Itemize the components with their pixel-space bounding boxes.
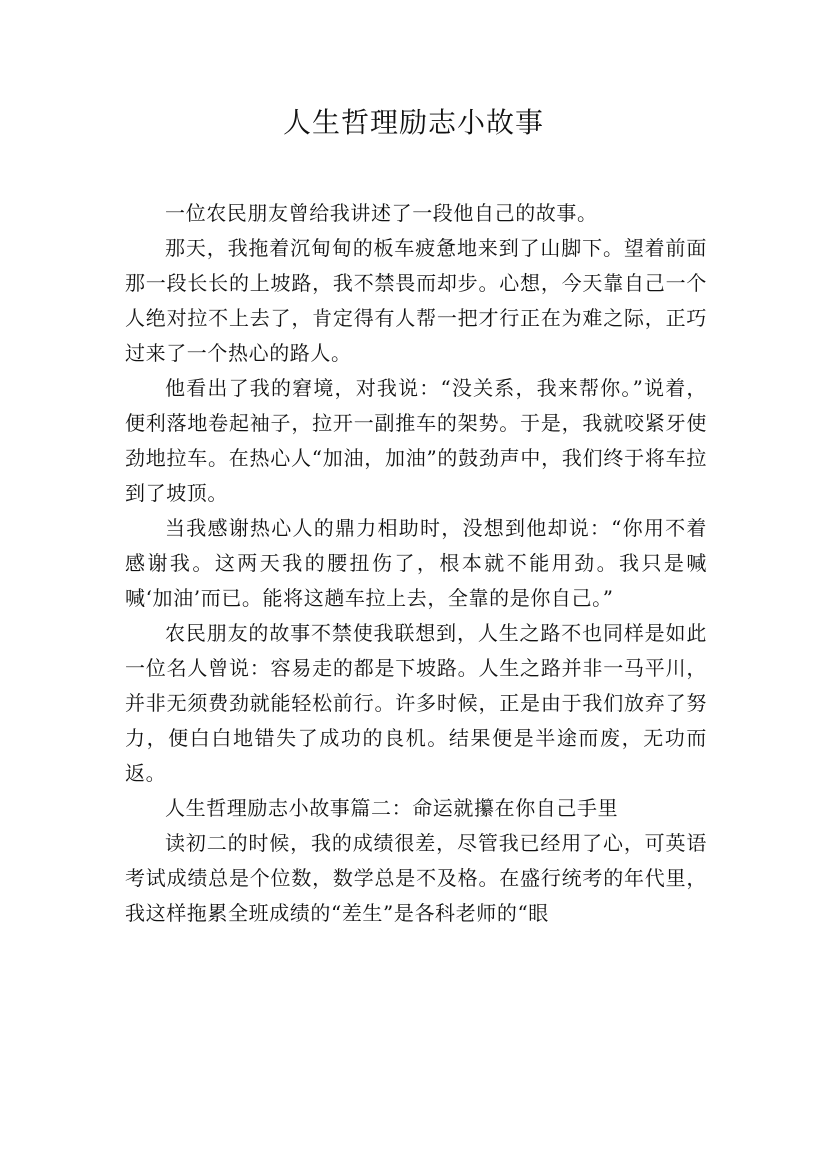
paragraph: 一位农民朋友曾给我讲述了一段他自己的故事。 [165,201,598,225]
paragraph: 农民朋友的故事不禁使我联想到，人生之路不也同样是如此一位名人曾说：容易走的都是下坡路。人生之路并非一马平川，并非无须费劲就能轻松前行。许多时候，正是由于我们放弃了努力，便白白地错失了成功的良机。结果便是半途而废，无功而返。 [125,621,707,785]
section-heading: 人生哲理励志小故事篇二：命运就攥在你自己手里 [165,796,619,820]
document-title: 人生哲理励志小故事 [282,106,544,139]
paragraph: 读初二的时候，我的成绩很差，尽管我已经用了心，可英语考试成绩总是个位数，数学总是不及格。在盛行统考的年代里，我这样拖累全班成绩的“差生”是各科老师的“眼 [125,831,707,925]
paragraph: 他看出了我的窘境，对我说：“没关系，我来帮你。”说着，便利落地卷起袖子，拉开一副推车的架势。于是，我就咬紧牙使劲地拉车。在热心人“加油，加油”的鼓劲声中，我们终于将车拉到了坡顶。 [125,376,707,505]
paragraph: 那天，我拖着沉甸甸的板车疲惫地来到了山脚下。望着前面那一段长长的上坡路，我不禁畏而却步。心想，今天靠自己一个人绝对拉不上去了，肯定得有人帮一把才行正在为难之际，正巧过来了一个热心的路人。 [125,236,707,365]
document-body [125,196,707,931]
paragraph: 当我感谢热心人的鼎力相助时，没想到他却说：“你用不着感谢我。这两天我的腰扭伤了，根本就不能用劲。我只是喊喊‘加油’而已。能将这趟车拉上去，全靠的是你自己。” [125,516,707,610]
